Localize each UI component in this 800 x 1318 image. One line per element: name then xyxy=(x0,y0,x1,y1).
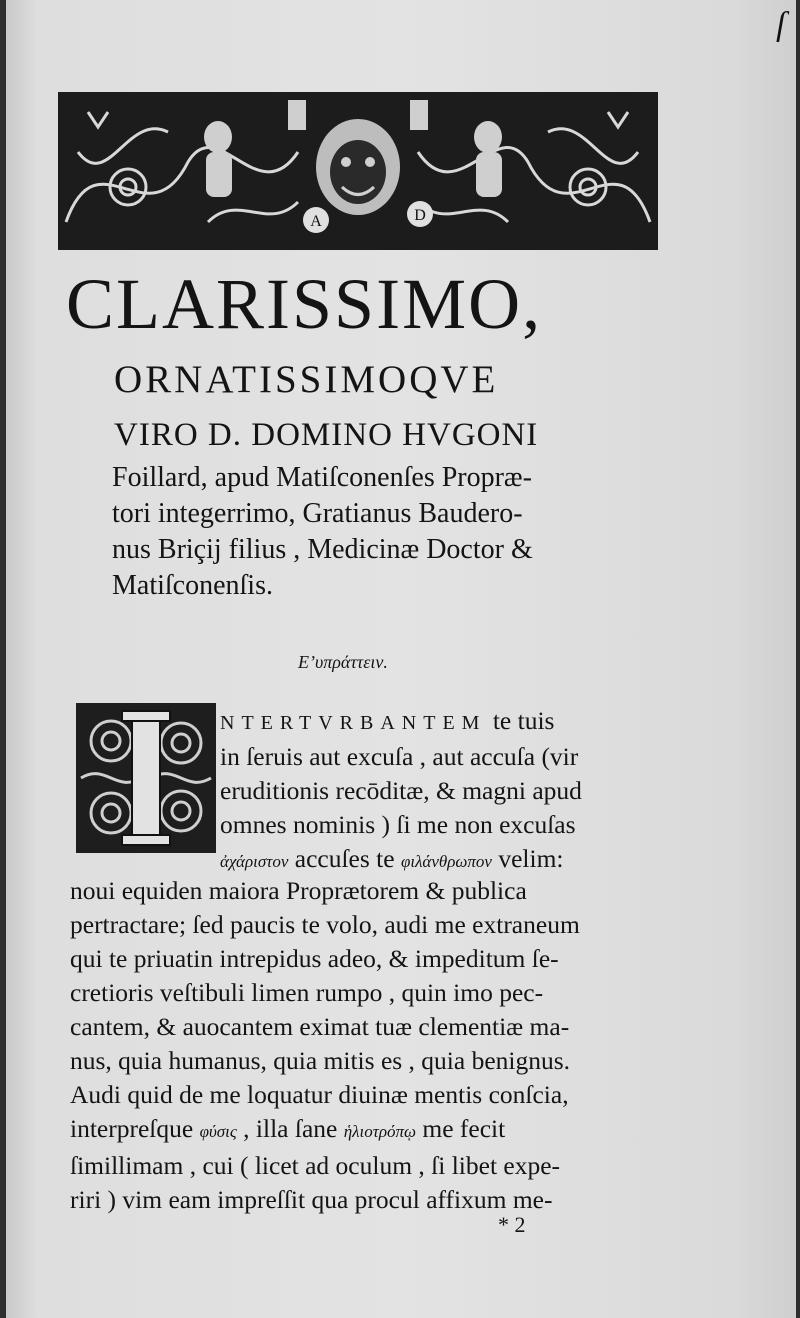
greek-salutation: Εʼυπράττειν. xyxy=(298,652,388,672)
decorated-initial-i xyxy=(76,703,216,853)
dedication-line: tori integerrimo, Gratianus Baudero- xyxy=(112,498,523,529)
body-line: cretioris veſtibuli limen rumpo , quin imo pec- xyxy=(70,978,544,1007)
headpiece-initial-a: A xyxy=(310,213,322,230)
title-line-1: CLARISSIMO, xyxy=(66,264,543,344)
body-line: ἀχάριστον accuſes te φιλάνθρωπον velim: xyxy=(220,844,564,873)
body-line: omnes nominis ) ſi me non excuſas xyxy=(220,810,576,839)
greek-word: ἡλιοτρόπῳ xyxy=(343,1122,417,1141)
body-line: Audi quid de me loquatur diuinæ mentis conſcia, xyxy=(70,1080,569,1109)
signature-mark: * 2 xyxy=(498,1212,526,1237)
body-line: riri ) vim eam impreſſit qua procul affixum me- xyxy=(70,1185,553,1214)
body-line: cantem, & auocantem eximat tuæ clementiæ ma- xyxy=(70,1012,570,1041)
title-line-2: ORNATISSIMOQVE xyxy=(114,358,499,401)
headpiece-initial-d: D xyxy=(414,207,426,224)
woodcut-headpiece-ornament xyxy=(58,92,658,250)
dedication-line: nus Briçij filius , Medicinæ Doctor & xyxy=(112,534,533,565)
body-line: NTERTVRBANTEM te tuis xyxy=(220,706,555,735)
body-line: qui te priuatin intrepidus adeo, & impeditum ſe- xyxy=(70,944,559,973)
greek-word: φύσις xyxy=(199,1122,237,1141)
dedication-line: Matiſconenſis. xyxy=(112,570,273,601)
title-line-3: VIRO D. DOMINO HVGONI xyxy=(114,417,539,453)
greek-word: φιλάνθρωπον xyxy=(400,852,492,871)
body-line: in ſeruis aut excuſa , aut accuſa (vir xyxy=(220,742,579,771)
opening-word: NTERTVRBANTEM xyxy=(220,712,487,734)
corner-mark: ſ xyxy=(776,6,786,43)
body-line: ſimillimam , cui ( licet ad oculum , ſi libet expe- xyxy=(70,1151,561,1180)
body-line: interpreſque φύσις , illa ſane ἡλιοτρόπῳ me fecit xyxy=(70,1114,506,1143)
body-lines-full xyxy=(70,874,580,1217)
body-lines-beside-initial xyxy=(220,704,582,879)
book-page xyxy=(6,0,796,1318)
dedication-line: Foillard, apud Matiſconenſes Propræ- xyxy=(112,462,532,493)
greek-word: ἀχάριστον xyxy=(220,852,289,871)
body-line: eruditionis recōditæ, & magni apud xyxy=(220,776,582,805)
body-line: nus, quia humanus, quia mitis es , quia benignus. xyxy=(70,1046,571,1075)
dedication-block xyxy=(112,460,672,604)
body-line: pertractare; ſed paucis te volo, audi me extraneum xyxy=(70,910,580,939)
body-line: noui equiden maiora Proprætorem & publica xyxy=(70,876,527,905)
